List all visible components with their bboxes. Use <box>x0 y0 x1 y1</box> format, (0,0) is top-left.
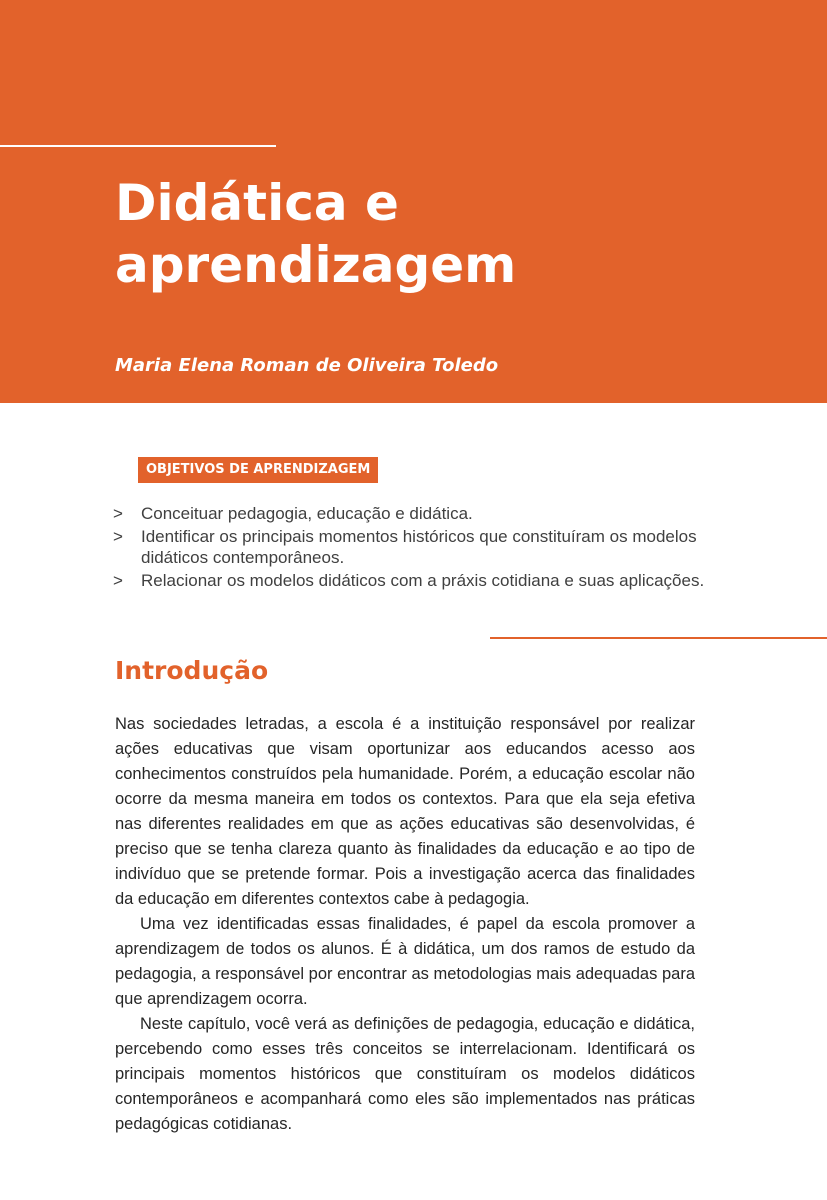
chapter-title: Didática e aprendizagem <box>115 174 517 294</box>
chevron-right-icon: > <box>113 504 123 523</box>
objective-text: Conceituar pedagogia, educação e didática. <box>141 504 473 523</box>
section-divider <box>490 637 827 639</box>
chapter-header-band <box>0 0 827 403</box>
objectives-list <box>113 503 713 593</box>
objectives-label: OBJETIVOS DE APRENDIZAGEM <box>138 457 378 483</box>
objective-item <box>113 503 713 524</box>
section-heading: Introdução <box>115 656 269 685</box>
objective-item <box>113 526 713 568</box>
paragraph: Uma vez identificadas essas finalidades, é papel da escola promover a aprendizagem de todos os alunos. É à didática, um dos ramos de estudo da pedagogia, a responsável por encontrar as metodologias mais adequadas para que aprendizagem ocorra. <box>115 915 695 1008</box>
paragraph: Neste capítulo, você verá as definições de pedagogia, educação e didática, percebendo como esses três conceitos se interrelacionam. Identificará os principais momentos históricos que constituíram os modelos didáticos contemporâneos e acompanhará como eles são implementados nas práticas pedagógicas cotidianas. <box>115 1015 695 1133</box>
body-text <box>115 712 695 1137</box>
paragraph: Nas sociedades letradas, a escola é a instituição responsável por realizar ações educativas que visam oportunizar aos educandos acesso aos conhecimentos construídos pela humanidade. Porém, a educação escolar não ocorre da mesma maneira em todos os contextos. Para que ela seja efetiva nas diferentes realidades em que as ações educativas são desenvolvidas, é preciso que se tenha clareza quanto às finalidades da educação e ao tipo de indivíduo que se pretende formar. Pois a investigação acerca das finalidades da educação em diferentes contextos cabe à pedagogia. <box>115 715 695 908</box>
header-divider <box>0 145 276 147</box>
objective-text: Identificar os principais momentos históricos que constituíram os modelos didáticos contemporâneos. <box>141 527 697 567</box>
chevron-right-icon: > <box>113 571 123 590</box>
chapter-author: Maria Elena Roman de Oliveira Toledo <box>115 355 499 376</box>
objective-text: Relacionar os modelos didáticos com a práxis cotidiana e suas aplicações. <box>141 571 705 590</box>
chevron-right-icon: > <box>113 527 123 546</box>
objective-item <box>113 570 713 591</box>
